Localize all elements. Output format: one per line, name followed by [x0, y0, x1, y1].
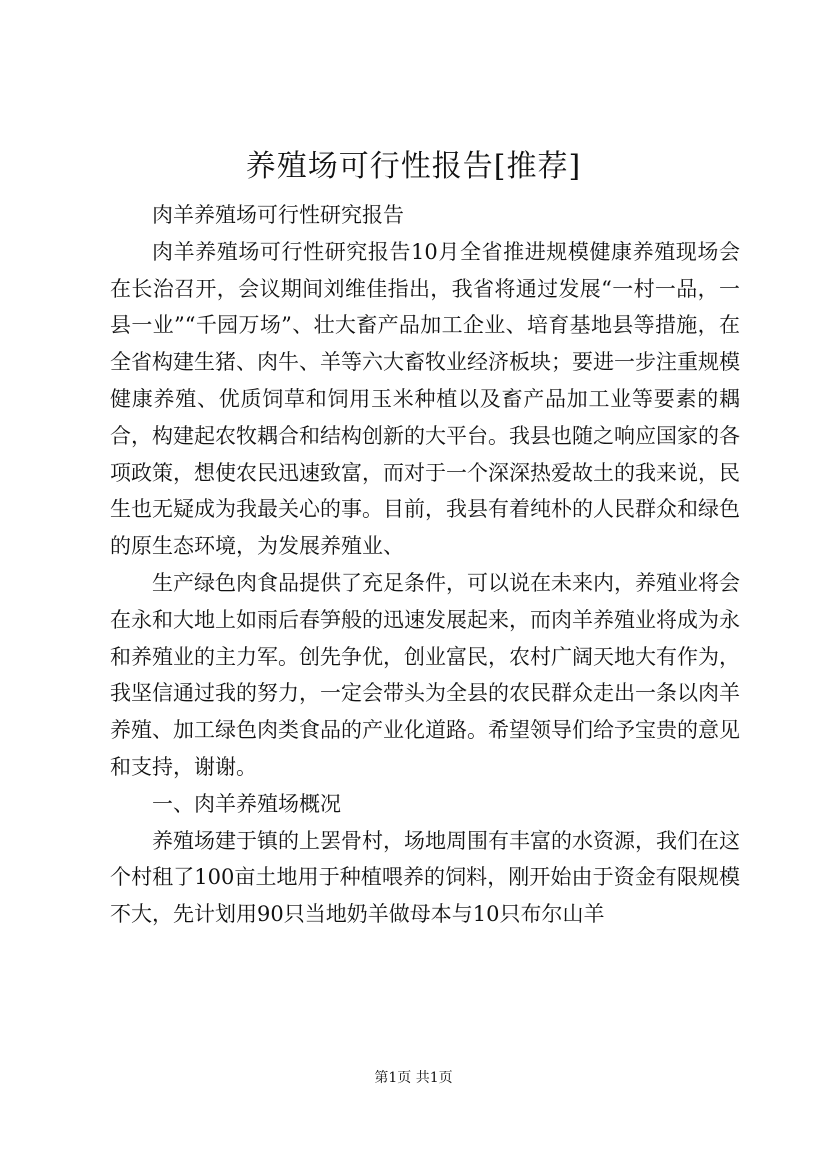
paragraph-prospect: 生产绿色肉食品提供了充足条件，可以说在未来内，养殖业将会在永和大地上如雨后春笋般的迅速发展起来，而肉羊养殖业将成为永和养殖业的主力军。创先争优，创业富民，农村广阔天地大有作为，我坚信通过我的努力，一定会带头为全县的农民群众走出一条以肉羊养殖、加工绿色肉类食品的产业化道路。希望领导们给予宝贵的意见和支持，谢谢。	[110, 570, 740, 779]
document-body	[110, 197, 740, 933]
paragraph-intro: 肉羊养殖场可行性研究报告10月全省推进规模健康养殖现场会在长治召开，会议期间刘维佳指出，我省将通过发展“一村一品，一县一业”“千园万场”、壮大畜产品加工企业、培育基地县等措施，在全省构建生猪、肉牛、羊等六大畜牧业经济板块；要进一步注重规模健康养殖、优质饲草和饲用玉米种植以及畜产品加工业等要素的耦合，构建起农牧耦合和结构创新的大平台。我县也随之响应国家的各项政策，想使农民迅速致富，而对于一个深深热爱故土的我来说，民生也无疑成为我最关心的事。目前，我县有着纯朴的人民群众和绿色的原生态环境，为发展养殖业、	[110, 239, 740, 559]
paragraph-subtitle: 肉羊养殖场可行性研究报告	[152, 203, 404, 227]
document-title: 养殖场可行性报告[推荐]	[245, 149, 582, 184]
section-heading-overview: 一、肉羊养殖场概况	[152, 791, 341, 816]
page-footer: 第1页 共1页	[374, 1070, 453, 1086]
paragraph-overview: 养殖场建于镇的上罢骨村，场地周围有丰富的水资源，我们在这个村租了100亩土地用于种植喂养的饲料，刚开始由于资金有限规模不大，先计划用90只当地奶羊做母本与10只布尔山羊	[110, 828, 740, 927]
